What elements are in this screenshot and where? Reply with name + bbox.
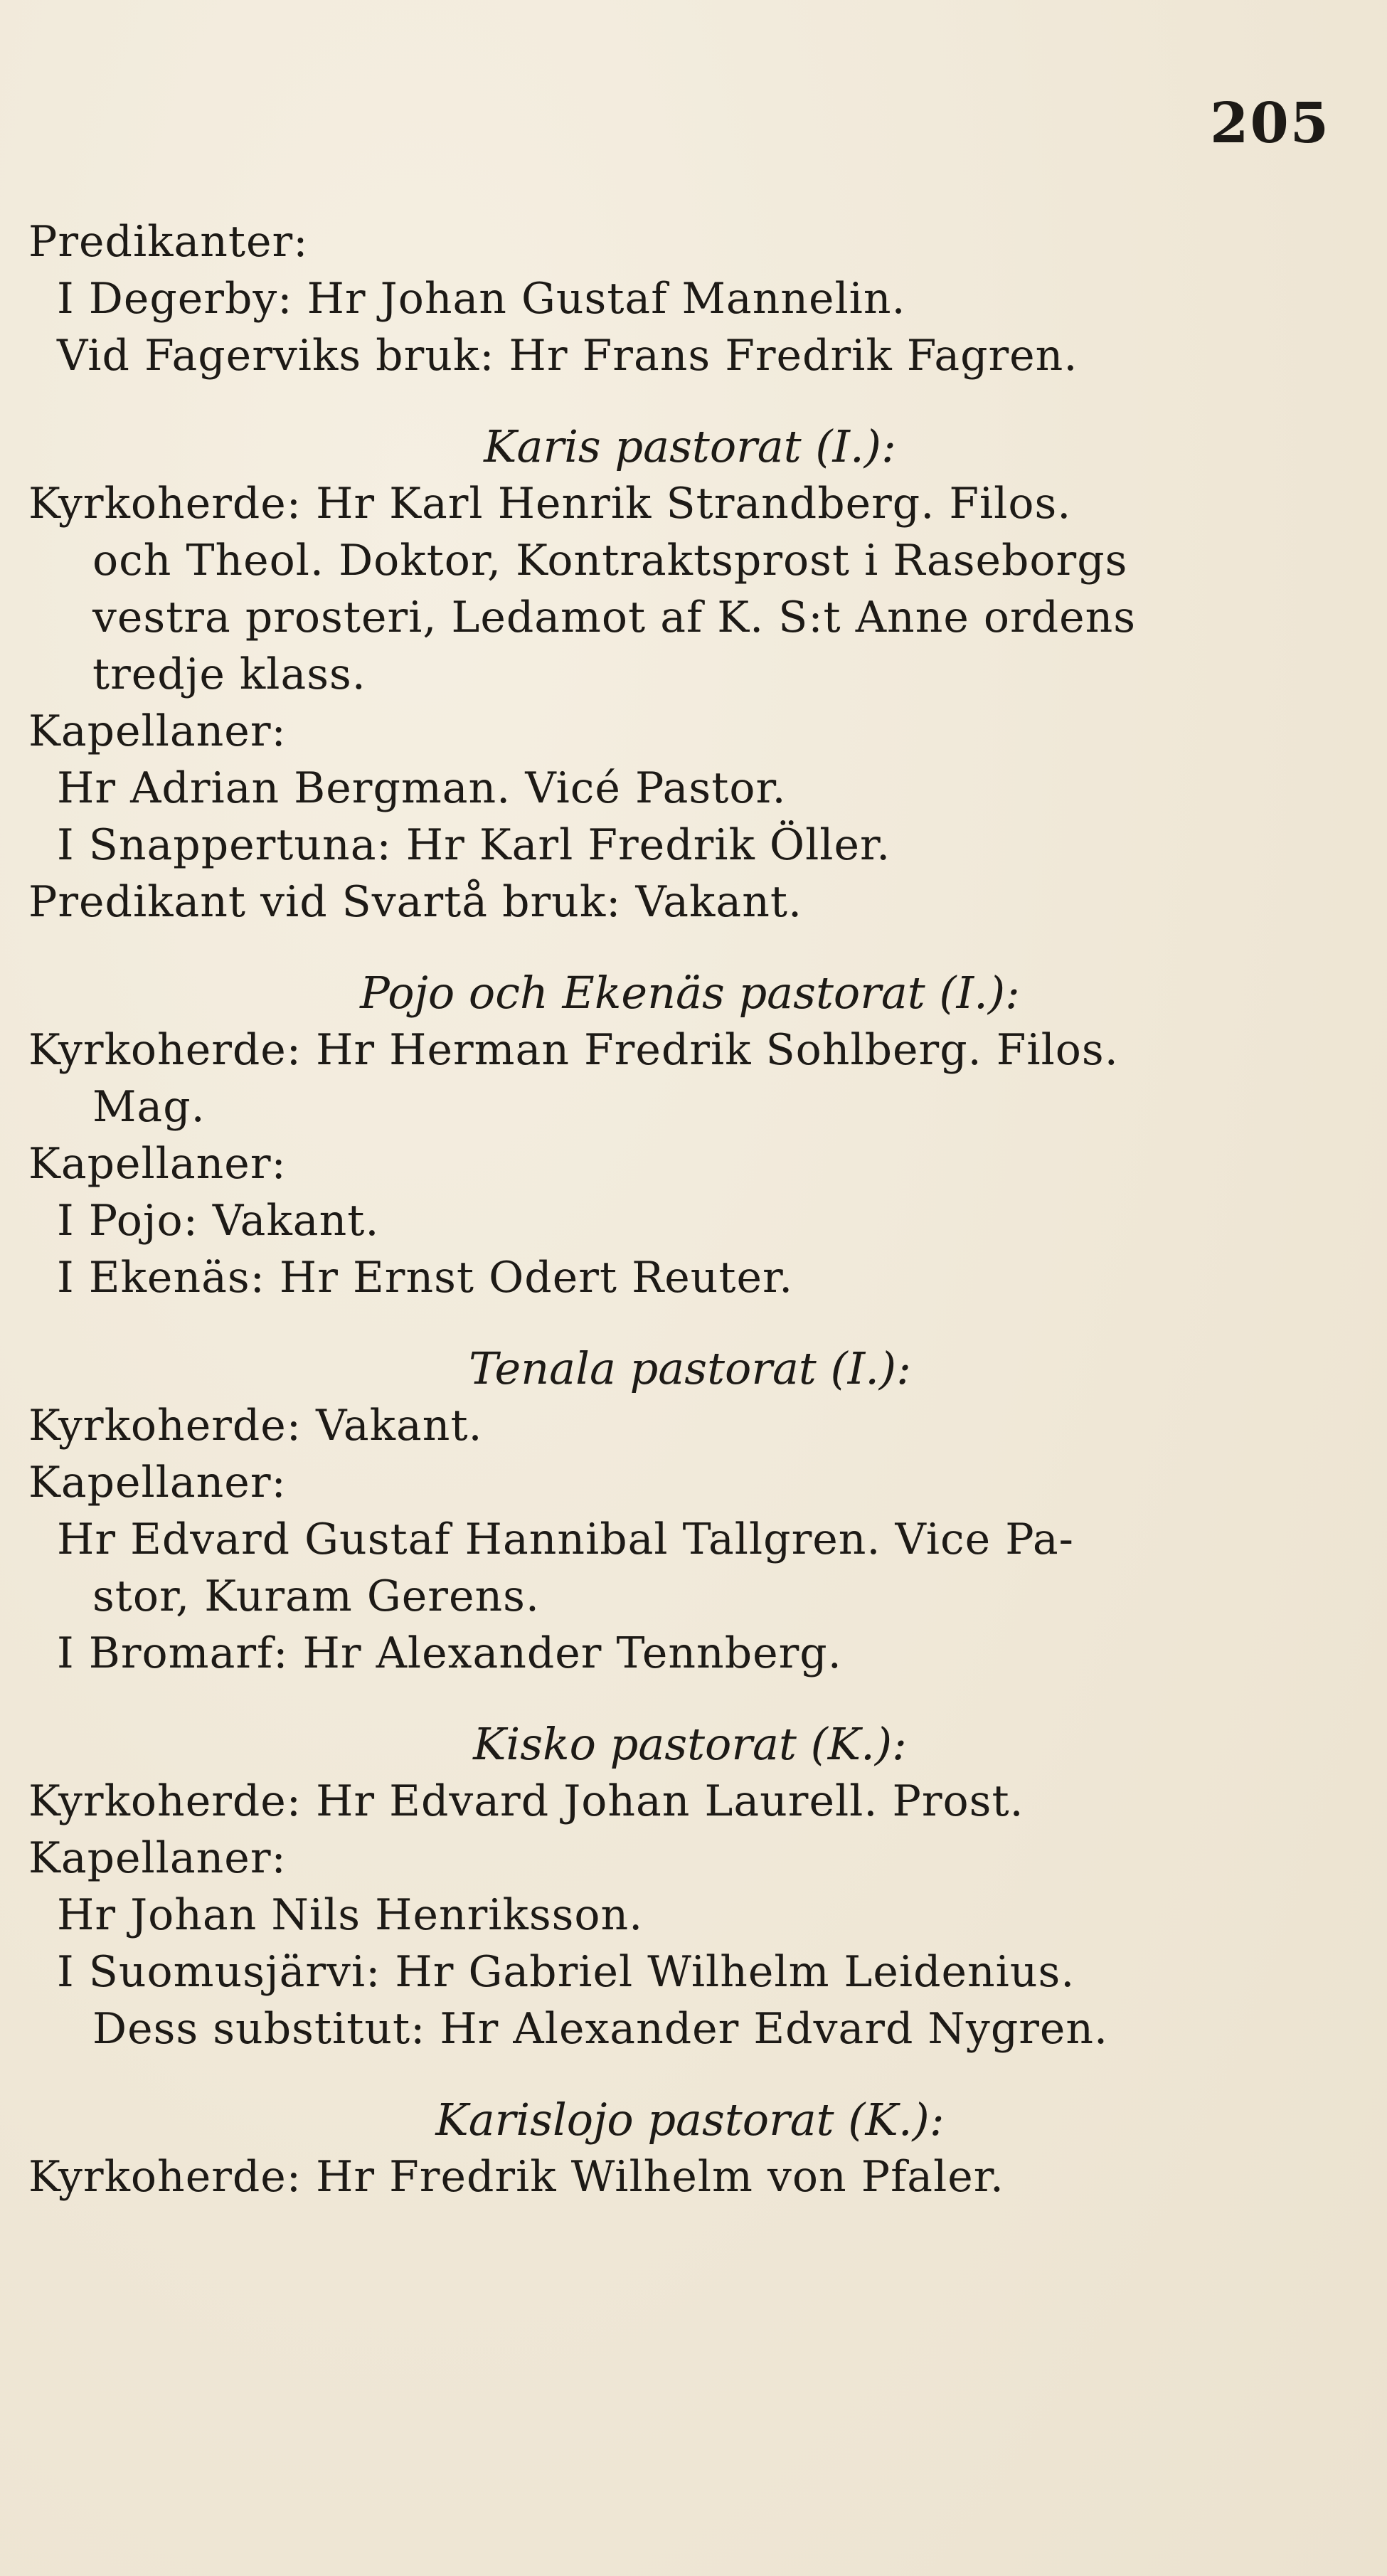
entry-line: och Theol. Doktor, Kontraktsprost i Raseborgs (92, 536, 1128, 585)
entry-line: Dess substitut: Hr Alexander Edvard Nygren. (92, 2004, 1109, 2054)
entry-line: I Degerby: Hr Johan Gustaf Mannelin. (57, 274, 906, 324)
entry-line: Kyrkoherde: Hr Fredrik Wilhelm von Pfaler. (28, 2152, 1004, 2202)
section-heading: Tenala pastorat (I.): (468, 1342, 912, 1394)
section-heading: Karis pastorat (I.): (484, 420, 896, 472)
kapellaner-label: Kapellaner: (28, 706, 287, 756)
section-heading: Karislojo pastorat (K.): (435, 2094, 945, 2146)
entry-line: Kyrkoherde: Vakant. (28, 1401, 483, 1451)
entry-line: I Snappertuna: Hr Karl Fredrik Öller. (57, 820, 891, 870)
kapellaner-label: Kapellaner: (28, 1458, 287, 1507)
entry-line: I Suomusjärvi: Hr Gabriel Wilhelm Leidenius. (57, 1947, 1075, 1997)
intro-block (28, 213, 1351, 384)
kapellaner-label: Kapellaner: (28, 1833, 287, 1883)
entry-line: Predikant vid Svartå bruk: Vakant. (28, 877, 803, 927)
entry-line: I Bromarf: Hr Alexander Tennberg. (57, 1628, 842, 1678)
page-content (28, 213, 1351, 2205)
kapellaner-label: Kapellaner: (28, 1139, 287, 1189)
entry-line: Hr Johan Nils Henriksson. (57, 1890, 644, 1940)
predikanter-label: Predikanter: (28, 217, 309, 267)
section-pojo-ekenas (28, 965, 1351, 1306)
entry-line: Kyrkoherde: Hr Herman Fredrik Sohlberg. Filos. (28, 1025, 1119, 1075)
entry-line: Kyrkoherde: Hr Karl Henrik Strandberg. Filos. (28, 479, 1072, 529)
entry-line: Mag. (92, 1082, 206, 1132)
entry-line: Vid Fagerviks bruk: Hr Frans Fredrik Fagren. (57, 331, 1078, 381)
entry-line: I Pojo: Vakant. (57, 1196, 380, 1246)
entry-line: Hr Adrian Bergman. Vicé Pastor. (57, 763, 787, 813)
section-karislojo (28, 2092, 1351, 2205)
page-number: 205 (1210, 91, 1330, 156)
section-kisko (28, 1716, 1351, 2057)
entry-line: Hr Edvard Gustaf Hannibal Tallgren. Vice Pa- (57, 1515, 1074, 1564)
entry-line: Kyrkoherde: Hr Edvard Johan Laurell. Prost. (28, 1776, 1024, 1826)
entry-line: stor, Kuram Gerens. (92, 1571, 540, 1621)
section-tenala (28, 1340, 1351, 1682)
section-heading: Pojo och Ekenäs pastorat (I.): (360, 967, 1020, 1019)
entry-line: I Ekenäs: Hr Ernst Odert Reuter. (57, 1253, 794, 1303)
section-karis (28, 418, 1351, 931)
section-heading: Kisko pastorat (K.): (473, 1718, 907, 1770)
entry-line: tredje klass. (92, 650, 366, 699)
entry-line: vestra prosteri, Ledamot af K. S:t Anne ordens (92, 593, 1137, 642)
